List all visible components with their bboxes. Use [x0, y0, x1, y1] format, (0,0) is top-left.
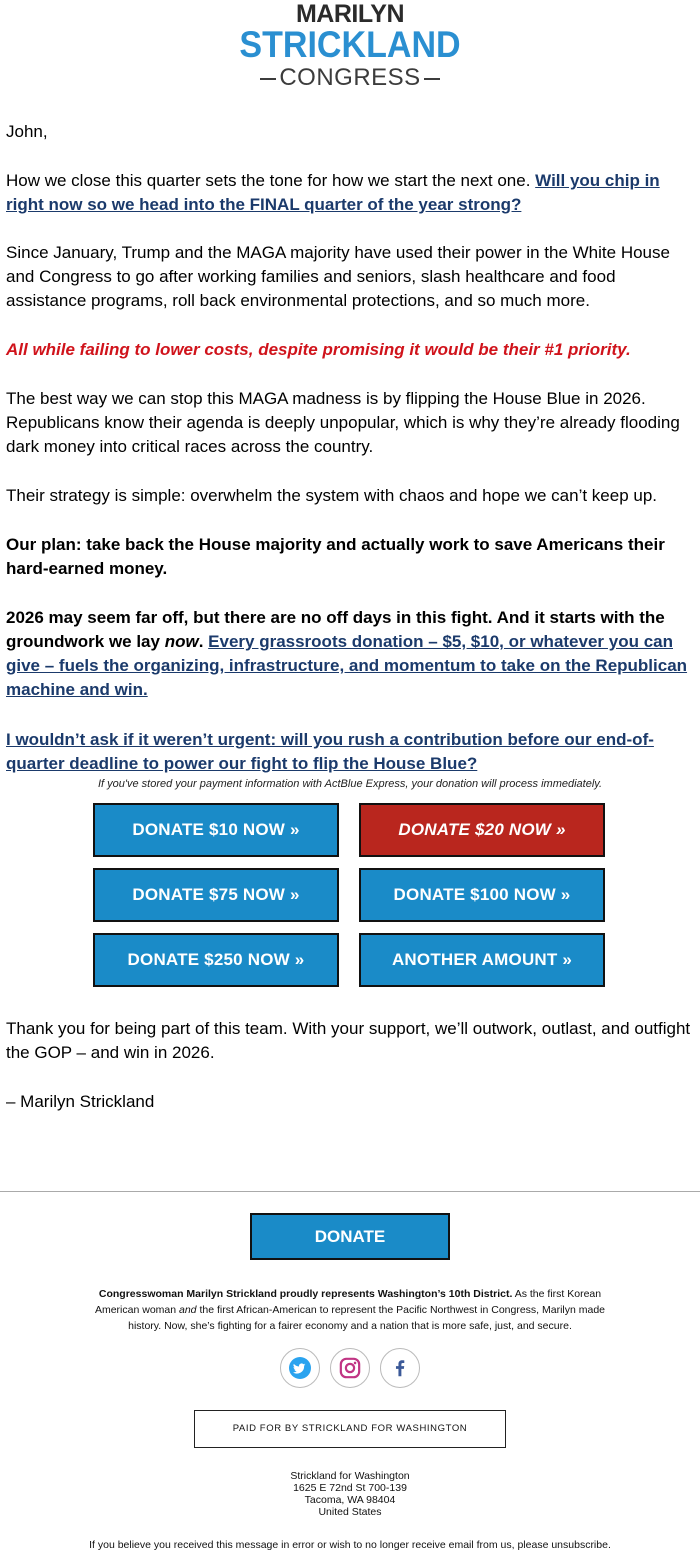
logo	[0, 0, 700, 110]
paragraph-urgent	[6, 728, 694, 776]
unsubscribe-text[interactable]: If you believe you received this message in error or wish to no longer receive email from us, please unsubscribe.	[89, 1539, 611, 1551]
actblue-express-note: If you've stored your payment information with ActBlue Express, your donation will process immediately.	[97, 778, 603, 790]
mailing-address: Strickland for Washington 1625 E 72nd St 700-139 Tacoma, WA 98404 United States	[290, 1470, 410, 1518]
donate-10-button[interactable]: DONATE $10 NOW »	[93, 803, 339, 857]
paragraph-since-january: Since January, Trump and the MAGA majority have used their power in the White House and Congress to go after working families and seniors, slash healthcare and food assistance programs, roll back environmental protections, and so much more.	[6, 243, 670, 310]
donate-20-button[interactable]: DONATE $20 NOW »	[359, 803, 605, 857]
footer-donate-button[interactable]: DONATE	[250, 1213, 450, 1260]
paragraph-strategy: Their strategy is simple: overwhelm the system with chaos and hope we can’t keep up.	[6, 486, 658, 505]
signature: – Marilyn Strickland	[6, 1092, 155, 1111]
donate-250-button[interactable]: DONATE $250 NOW »	[93, 933, 339, 987]
logo-surname: STRICKLAND	[239, 24, 461, 65]
grassroots-donation-link[interactable]: Every grassroots donation – $5, $10, or whatever you can give – fuels the organizing, infrastructure, and momentum to take on the Republican machine and win.	[6, 632, 688, 699]
rush-contribution-link[interactable]: I wouldn’t ask if it weren’t urgent: will you rush a contribution before our end-of-quarter deadline to power our fight to flip the House Blue?	[6, 730, 654, 773]
social-links	[0, 1348, 700, 1388]
donate-75-button[interactable]: DONATE $75 NOW »	[93, 868, 339, 922]
logo-congress: CONGRESS	[0, 64, 700, 92]
donate-100-button[interactable]: DONATE $100 NOW »	[359, 868, 605, 922]
facebook-icon[interactable]	[380, 1348, 420, 1388]
paragraph-failing-costs: All while failing to lower costs, despite promising it would be their #1 priority.	[6, 340, 631, 359]
chip-in-link[interactable]: Will you chip in right now so we head into the FINAL quarter of the year strong?	[6, 171, 660, 214]
footer-divider	[0, 1191, 700, 1192]
bio-text: Congresswoman Marilyn Strickland proudly represents Washington’s 10th District. As the first Korean American woman and the first African-American to represent the Pacific Northwest in Congress, Marilyn made history. Now, she’s fighting for a fairer economy and a nation that is more safe, just, and secure.	[94, 1288, 606, 1332]
twitter-icon[interactable]	[280, 1348, 320, 1388]
logo-name: MARILYN	[295, 0, 405, 28]
paragraph-groundwork: 2026 may seem far off, but there are no off days in this fight. And it starts with the groundwork we lay now. Every grassroots donation – $5, $10, or whatever you can give – fuels the organizing, infrastructure, and momentum to take on the Republican machine and win.	[6, 608, 688, 699]
paragraph-intro: How we close this quarter sets the tone for how we start the next one. Will you chip in right now so we head into the FINAL quarter of the year strong?	[6, 171, 660, 214]
paragraph-thank-you: Thank you for being part of this team. With your support, we’ll outwork, outlast, and outfight the GOP – and win in 2026.	[6, 1019, 691, 1062]
another-amount-button[interactable]: ANOTHER AMOUNT »	[359, 933, 605, 987]
paid-for-by-notice: PAID FOR BY STRICKLAND FOR WASHINGTON	[194, 1410, 506, 1448]
paragraph-our-plan: Our plan: take back the House majority and actually work to save Americans their hard-earned money.	[6, 535, 665, 578]
instagram-icon[interactable]	[330, 1348, 370, 1388]
greeting: John,	[6, 122, 48, 141]
paragraph-flip-house: The best way we can stop this MAGA madness is by flipping the House Blue in 2026. Republicans know their agenda is deeply unpopular, which is why they’re already flooding dark money into critical races across the country.	[6, 389, 680, 456]
